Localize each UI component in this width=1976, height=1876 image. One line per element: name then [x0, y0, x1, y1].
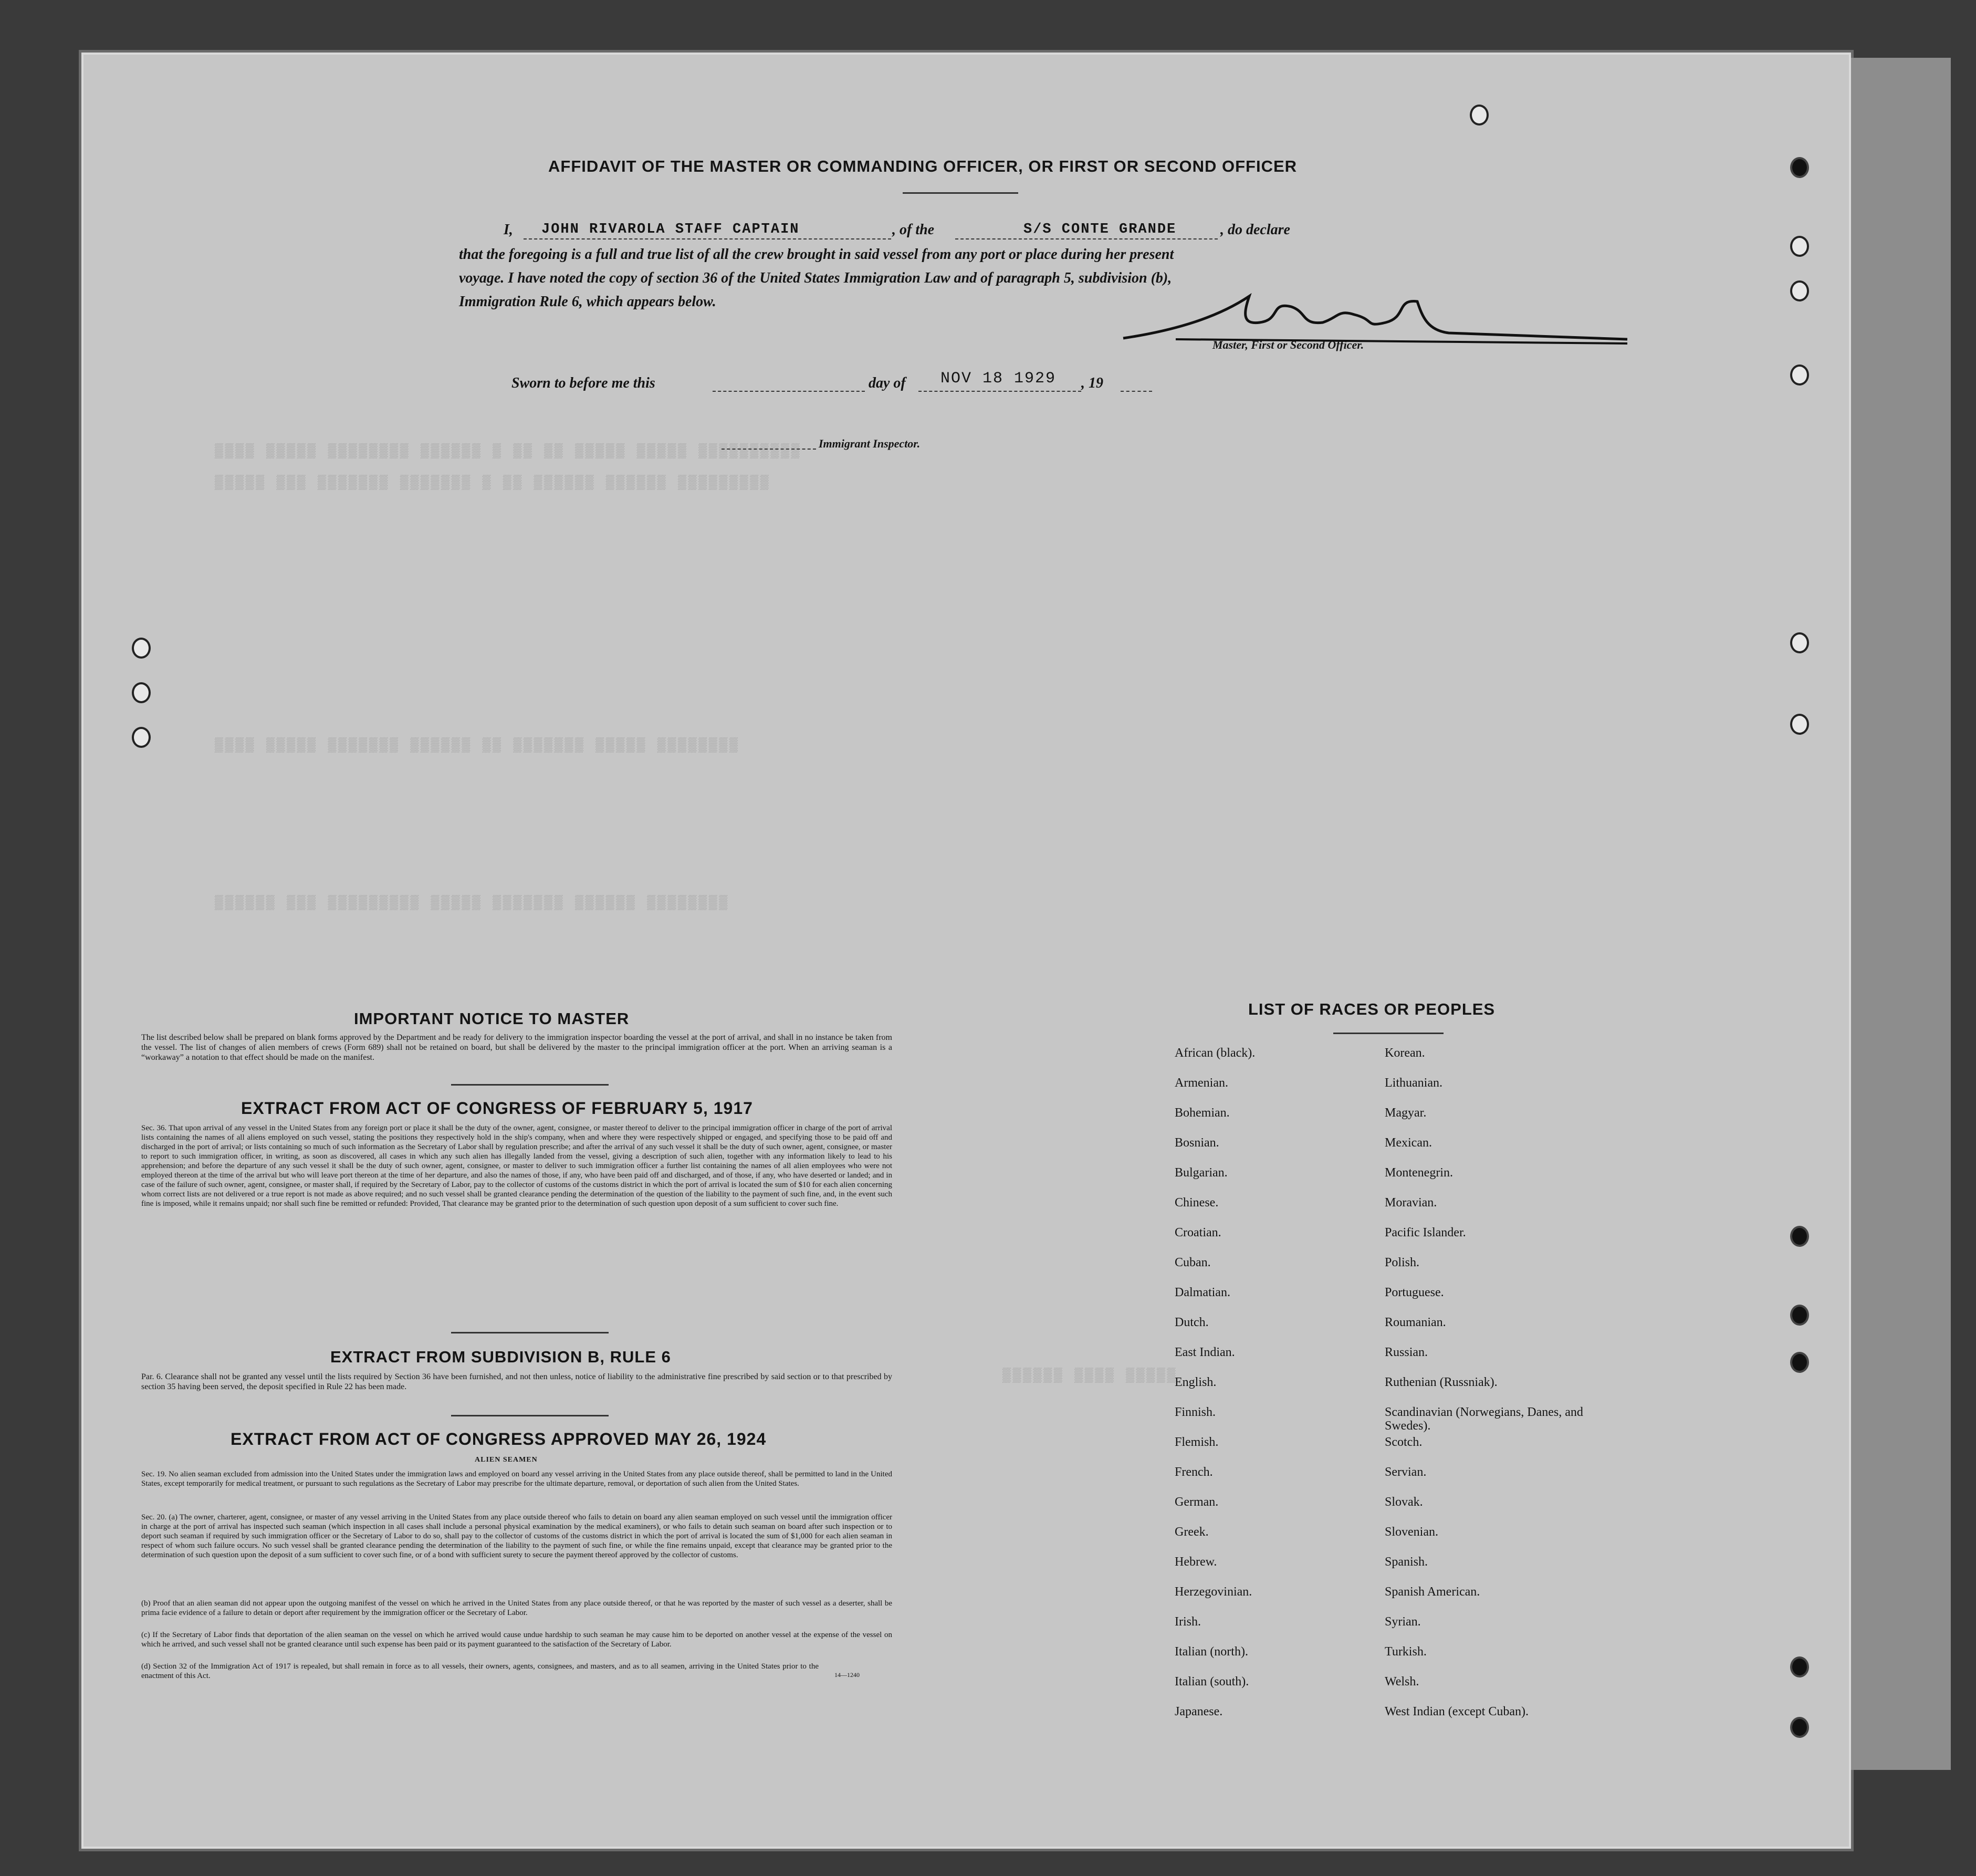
race-item: Flemish.: [1175, 1435, 1219, 1449]
sworn-label: Sworn to before me this: [511, 375, 655, 391]
punch-hole: [1790, 1656, 1809, 1677]
race-item: East Indian.: [1175, 1346, 1235, 1359]
race-item: Ruthenian (Russniak).: [1385, 1375, 1498, 1389]
year-underline: [1121, 391, 1152, 392]
race-item: Russian.: [1385, 1346, 1428, 1359]
race-item: Greek.: [1175, 1525, 1209, 1539]
race-item: Moravian.: [1385, 1196, 1437, 1210]
race-item: Mexican.: [1385, 1136, 1432, 1150]
sec-19-text: Sec. 19. No alien seaman excluded from admission into the United States under the immigration laws and employed on board any vessel arriving in the United States from any place outside thereof, shall be permitted to land in the United States, except temporarily for medical treatment, or pursuant to such regulations as the Secretary of Labor may prescribe for the ultimate departure, removal, or deportation of such alien from the United States.: [141, 1470, 892, 1488]
alien-seamen-subtitle: ALIEN SEAMEN: [475, 1456, 538, 1464]
sworn-day-underline: [713, 391, 865, 392]
sec-20b-text: (b) Proof that an alien seaman did not appear upon the outgoing manifest of the vessel on which he arrived in the United States from any place outside thereof, or that he was reported by the master of such vessel as a deserter, shall be prima facie evidence of a failure to detain or deport after requirement by the immigration officer or the Secretary of Labor.: [141, 1599, 892, 1617]
punch-hole: [1790, 714, 1809, 735]
race-item: Croatian.: [1175, 1226, 1221, 1239]
extract-1917-text: Sec. 36. That upon arrival of any vessel in the United States from any foreign port or place it shall be the duty of the owner, agent, consignee, or master thereof to deliver to the principal immigration officer in charge of the port of arrival lists containing the names of all aliens employed on such vessel, stating the positions they respectively hold in the ship's company, when and where they were respectively shipped or engaged, and specifying those to be paid off and discharged in the port of arrival; or lists containing so much of such information as the Secretary of Labor shall by regulation prescribe; and after the arrival of any such vessel it shall be the duty of such owner, agent, consignee, or master to report to such immigration officer, in writing, as soon as discovered, all cases in which any such alien has illegally landed from the vessel, giving a description of such alien, together with any information likely to lead to his apprehension; and before the departure of any such vessel it shall be the duty of such owner, agent, consignee, or master to deliver to such immigration officer a further list containing the names of all alien employees who were not employed thereon at the time of the arrival but who will leave port thereon at the time of her departure, and also the names of those, if any, who have been paid off and discharged, and of those, if any, who have deserted or landed; and in case of the failure of such owner, agent, consignee, or master shall, if required by the Secretary of Labor, pay to the collector of customs of the customs district in which the port of arrival is located the sum of $10 for each alien concerning whom correct lists are not delivered or a true report is not made as above required; and no such vessel shall be granted clearance pending the determination of the question of the liability to the payment of such fine, and, in the event such fine is imposed, while it remains unpaid; nor shall such fine be remitted or refunded: Provided, That clearance may be granted prior to the determination of such question upon deposit of a sum sufficient to cover such fine.: [141, 1124, 892, 1208]
race-item: Irish.: [1175, 1615, 1201, 1629]
manifest-page: [81, 53, 1851, 1849]
form-number: 14—1240: [834, 1671, 860, 1679]
race-item: Pacific Islander.: [1385, 1226, 1466, 1239]
race-item: Scotch.: [1385, 1435, 1423, 1449]
race-item: Chinese.: [1175, 1196, 1219, 1210]
section-rule: [451, 1415, 609, 1416]
race-item: Polish.: [1385, 1256, 1420, 1269]
notice-title: IMPORTANT NOTICE TO MASTER: [354, 1009, 630, 1028]
affidavit-line-3: voyage. I have noted the copy of section 36 of the United States Immigration Law and of paragraph 5, subdivision (b),: [459, 270, 1172, 286]
punch-hole: [1790, 1305, 1809, 1326]
bleed-through-row: ▒▒▒▒ ▒▒▒▒▒ ▒▒▒▒▒▒▒ ▒▒▒▒▒▒ ▒▒ ▒▒▒▒▒▒▒ ▒▒▒▒▒ ▒▒▒▒▒▒▒▒: [215, 737, 740, 753]
vessel-name: S/S CONTE GRANDE: [1023, 222, 1177, 237]
affidavit-line-2: that the foregoing is a full and true list of all the crew brought in said vessel from any port or place during her present: [459, 246, 1174, 263]
race-item: Spanish American.: [1385, 1585, 1480, 1599]
race-item: French.: [1175, 1465, 1213, 1479]
bleed-through-row: ▒▒▒▒ ▒▒▒▒▒ ▒▒▒▒▒▒▒▒ ▒▒▒▒▒▒ ▒ ▒▒ ▒▒ ▒▒▒▒▒ ▒▒▒▒▒ ▒▒▒▒▒▒▒▒▒▒: [215, 443, 802, 459]
race-item: Roumanian.: [1385, 1316, 1446, 1329]
race-item: Japanese.: [1175, 1705, 1223, 1718]
affidavit-title: AFFIDAVIT OF THE MASTER OR COMMANDING OFFICER, OR FIRST OR SECOND OFFICER: [548, 157, 1298, 175]
title-rule: [903, 192, 1018, 194]
race-item: Spanish.: [1385, 1555, 1428, 1569]
name-underline: [524, 238, 891, 239]
punch-hole: [1790, 280, 1809, 301]
punch-hole: [1790, 1717, 1809, 1738]
punch-hole: [1790, 632, 1809, 653]
signature-caption: Master, First or Second Officer.: [1212, 338, 1364, 351]
race-item: Welsh.: [1385, 1675, 1419, 1689]
punch-hole: [1790, 1352, 1809, 1373]
year-prefix: , 19: [1081, 375, 1103, 391]
extract-1924-title: EXTRACT FROM ACT OF CONGRESS APPROVED MAY 26, 1924: [231, 1430, 767, 1448]
race-item: Armenian.: [1175, 1076, 1228, 1090]
sec-20a-text: Sec. 20. (a) The owner, charterer, agent, consignee, or master of any vessel arriving in the United States from any place outside thereof who fails to detain on board any alien seaman employed on such vessel until the immigration officer in charge at the port of arrival has inspected such seaman (which inspection in all cases shall include a personal physical examination by the medical examiners), or who fails to detain such seaman on board after such inspection or to deport such seaman if required by such immigration officer or the Secretary of Labor to do so, shall pay to the collector of customs of the customs district in which the port of arrival is located the sum of $1,000 for each alien seaman in respect of whom such failure occurs. No such vessel shall be granted clearance pending the determination of the liability to the payment of such fine, or while the fine remains unpaid, except that clearance may be granted prior to the determination of such question upon the deposit of a sum sufficient to cover such fine, or of a bond with sufficient surety to secure the payment thereof approved by the collector of customs.: [141, 1513, 892, 1559]
races-rule: [1333, 1033, 1444, 1034]
inspector-caption: Immigrant Inspector.: [819, 437, 921, 450]
do-declare-label: , do declare: [1220, 222, 1290, 238]
punch-hole: [132, 682, 151, 703]
race-item: Herzegovinian.: [1175, 1585, 1252, 1599]
race-item: African (black).: [1175, 1046, 1256, 1060]
bleed-through-row: ▒▒▒▒▒▒ ▒▒▒ ▒▒▒▒▒▒▒▒▒ ▒▒▒▒▒ ▒▒▒▒▒▒▒ ▒▒▒▒▒▒ ▒▒▒▒▒▒▒▒: [215, 895, 730, 911]
race-item: Syrian.: [1385, 1615, 1421, 1629]
punch-hole: [1790, 157, 1809, 178]
inspector-underline: [722, 449, 816, 450]
race-item: Bosnian.: [1175, 1136, 1219, 1150]
race-item: Dutch.: [1175, 1316, 1209, 1329]
race-item: Bohemian.: [1175, 1106, 1230, 1120]
section-rule: [451, 1332, 609, 1333]
race-item: Scandinavian (Norwegians, Danes, and Swedes).: [1385, 1405, 1583, 1433]
race-item: Hebrew.: [1175, 1555, 1217, 1569]
of-the-label: , of the: [892, 222, 935, 238]
notice-rule: [451, 1084, 609, 1086]
subdivision-title: EXTRACT FROM SUBDIVISION B, RULE 6: [330, 1348, 671, 1366]
race-item: Italian (south).: [1175, 1675, 1249, 1689]
officer-signature: [1113, 280, 1638, 359]
punch-hole: [132, 727, 151, 748]
punch-hole: [1790, 236, 1809, 257]
underlying-page: [1851, 58, 1951, 1770]
vessel-underline: [955, 238, 1218, 239]
affidavit-prefix: I,: [504, 222, 513, 238]
sec-20d-text: (d) Section 32 of the Immigration Act of 1917 is repealed, but shall remain in force as to all vessels, their owners, agents, consignees, and masters, and as to all seamen, arriving in the United States prior to the enactment of this Act.: [141, 1662, 819, 1680]
sworn-date-underline: [918, 391, 1081, 392]
bleed-through-row: ▒▒▒▒▒ ▒▒▒ ▒▒▒▒▒▒▒ ▒▒▒▒▒▒▒ ▒ ▒▒ ▒▒▒▒▒▒ ▒▒▒▒▒▒ ▒▒▒▒▒▒▒▒▒: [215, 475, 771, 491]
race-item: Finnish.: [1175, 1405, 1216, 1419]
sworn-date-stamp: NOV 18 1929: [940, 370, 1057, 388]
race-item: Slovak.: [1385, 1495, 1423, 1509]
punch-hole: [1790, 364, 1809, 385]
race-item: Dalmatian.: [1175, 1286, 1230, 1299]
race-item: Bulgarian.: [1175, 1166, 1228, 1180]
races-title: LIST OF RACES OR PEOPLES: [1248, 1000, 1496, 1018]
punch-hole: [132, 638, 151, 659]
race-item: Turkish.: [1385, 1645, 1427, 1659]
race-item: Montenegrin.: [1385, 1166, 1453, 1180]
race-item: Cuban.: [1175, 1256, 1211, 1269]
race-item: Slovenian.: [1385, 1525, 1438, 1539]
race-item: German.: [1175, 1495, 1219, 1509]
sec-20c-text: (c) If the Secretary of Labor finds that deportation of the alien seaman on the vessel on which he arrived would cause undue hardship to such seaman he may cause him to be deported on another vessel at the expense of the vessel on which he arrived, and such vessel shall not be granted clearance until such expense has been paid or its payment guaranteed to the satisfaction of the Secretary of Labor.: [141, 1631, 892, 1649]
notice-text: The list described below shall be prepared on blank forms approved by the Department and be ready for delivery to the immigration inspector boarding the vessel at the port of arrival, and shall in no instance be taken from the vessel. The list of changes of alien members of crews (Form 689) shall not be retained on board, but shall be delivered by the master to the principal immigration officer at the port. When an arriving seaman is a “workaway” a notation to that effect should be made on the manifest.: [141, 1033, 892, 1062]
race-item: Lithuanian.: [1385, 1076, 1442, 1090]
extract-1917-title: EXTRACT FROM ACT OF CONGRESS OF FEBRUARY 5, 1917: [241, 1099, 753, 1118]
punch-hole: [1790, 1226, 1809, 1247]
race-item: West Indian (except Cuban).: [1385, 1705, 1529, 1718]
race-item: English.: [1175, 1375, 1217, 1389]
day-of-label: day of: [869, 375, 906, 391]
race-item: Servian.: [1385, 1465, 1427, 1479]
officer-name: JOHN RIVAROLA STAFF CAPTAIN: [541, 222, 800, 237]
race-item: Korean.: [1385, 1046, 1425, 1060]
punch-hole: [1470, 105, 1489, 126]
subdivision-text: Par. 6. Clearance shall not be granted any vessel until the lists required by Section 36 have been furnished, and not then unless, notice of liability to the administrative fine prescribed by said section or to that prescribed by section 35 having been served, the deposit specified in Rule 22 has been made.: [141, 1372, 892, 1391]
race-item: Magyar.: [1385, 1106, 1427, 1120]
affidavit-line-4: Immigration Rule 6, which appears below.: [459, 294, 716, 310]
race-item: Italian (north).: [1175, 1645, 1248, 1659]
bleed-through-row: ▒▒▒▒▒▒ ▒▒▒▒ ▒▒▒▒▒: [1002, 1368, 1178, 1383]
race-item: Portuguese.: [1385, 1286, 1444, 1299]
